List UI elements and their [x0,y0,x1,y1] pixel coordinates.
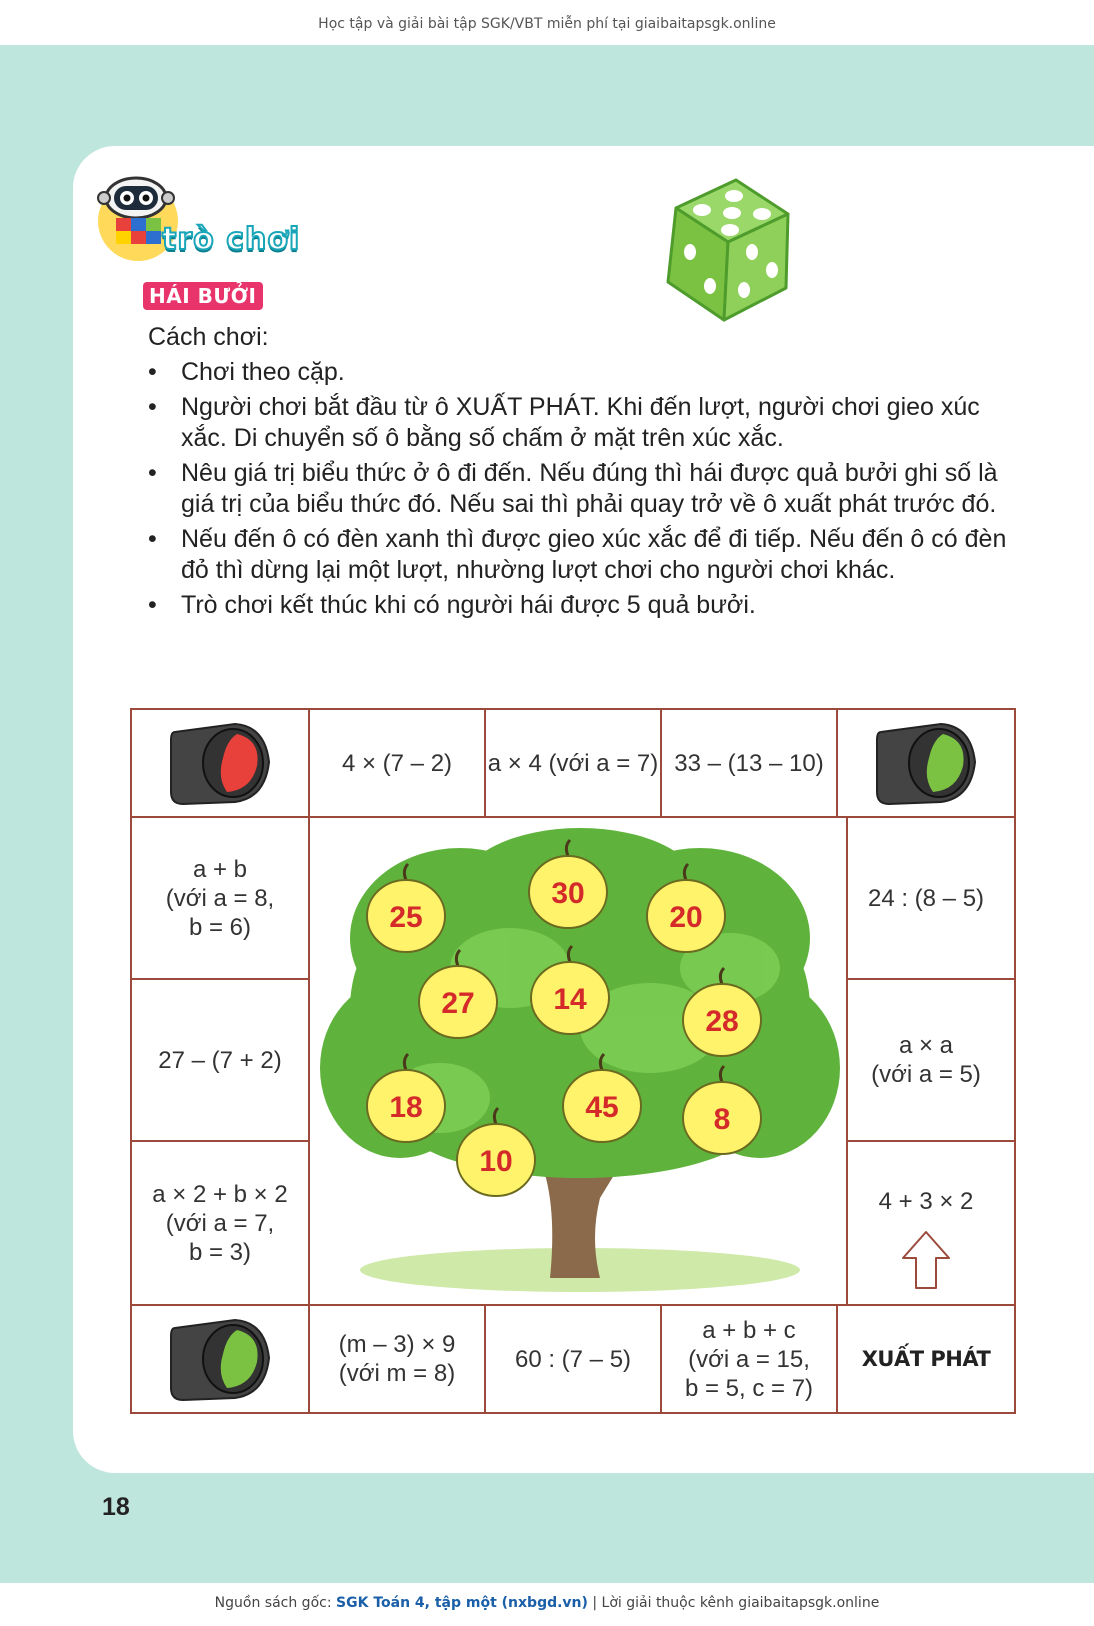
pomelo-number: 20 [669,901,703,934]
red-light-cell [130,708,310,818]
pomelo-number: 28 [705,1005,739,1038]
game-board [130,708,1026,1414]
board-cell-right-3 [836,1140,1016,1306]
expression-line: (với a = 5) [871,1061,981,1088]
pomelo-number: 10 [479,1145,513,1178]
expression-text: 24 : (8 – 5) [867,884,985,912]
tree-area [308,816,848,1306]
green-traffic-light-icon [165,1314,275,1404]
board-cell-top-2 [484,708,662,818]
footer-prefix: Nguồn sách gốc: [214,1595,337,1611]
top-banner-text: Học tập và giải bài tập SGK/VBT miễn phí tại giaibaitapsgk.online [318,16,776,32]
board-cell-top-1 [308,708,486,818]
rule-item: • Chơi theo cặp. [148,357,1008,388]
board-cell-right-2 [836,978,1016,1142]
expression-line: (m – 3) × 9 [338,1331,456,1358]
section-title: trò chơi [162,222,301,257]
expression-line: b = 3) [188,1238,252,1266]
expression-line: b = 5, c = 7) [684,1374,814,1402]
expression-line: a × 2 + b × 2 [152,1180,288,1208]
rule-item: • Nếu đến ô có đèn xanh thì được gieo xúc xắc để đi tiếp. Nếu đến ô có đèn đỏ thì dừng lại một lượt, nhường lượt chơi cho người chơi khác. [148,524,1008,586]
pomelo-number: 45 [585,1091,619,1124]
board-cell-left-1 [130,816,310,980]
footer-source-link[interactable]: SGK Toán 4, tập một (nxbgd.vn) [336,1595,588,1611]
expression-line: (với a = 7, [165,1209,275,1237]
pomelo-number: 27 [441,987,475,1020]
board-cell-left-3 [130,1140,310,1306]
green-light-cell-top [836,708,1016,818]
start-cell [836,1304,1016,1414]
expression-line: (với a = 8, [165,884,275,912]
rules-section [148,322,1008,625]
board-cell-right-1 [836,816,1016,980]
page-number: 18 [102,1493,130,1521]
expression-line: a + b + c [702,1316,796,1344]
pomelo-number: 8 [713,1103,731,1136]
expression-text: 4 + 3 × 2 [878,1187,974,1215]
expression-text: 27 – (7 + 2) [158,1046,282,1074]
board-cell-top-3 [660,708,838,818]
rule-item: • Nêu giá trị biểu thức ở ô đi đến. Nếu đúng thì hái được quả bưởi ghi số là giá trị của biểu thức đó. Nếu sai thì phải quay trở về ô xuất phát trước đó. [148,458,1008,520]
expression-line: b = 6) [188,913,252,941]
expression-line: (với a = 15, [688,1345,810,1373]
board-cell-bottom-1 [308,1304,486,1414]
expression-line: a × a [898,1032,954,1059]
rules-list [148,357,1008,621]
green-traffic-light-icon [871,718,981,808]
top-banner [0,0,1094,45]
start-label: XUẤT PHÁT [861,1347,991,1371]
expression-text: 4 × (7 – 2) [341,749,453,777]
footer-suffix: | Lời giải thuộc kênh giaibaitapsgk.online [587,1595,880,1611]
game-name-badge: HÁI BƯỞI [143,282,263,310]
board-cell-bottom-3 [660,1304,838,1414]
pomelo-number: 30 [551,877,585,910]
rule-item: • Trò chơi kết thúc khi có người hái được 5 quả bưởi. [148,590,1008,621]
board-cell-left-2 [130,978,310,1142]
expression-line: (với m = 8) [338,1360,456,1387]
rule-item: • Người chơi bắt đầu từ ô XUẤT PHÁT. Khi đến lượt, người chơi gieo xúc xắc. Di chuyển số ô bằng số chấm ở mặt trên xúc xắc. [148,392,1008,454]
arrow-up-icon [901,1230,951,1290]
rules-heading: Cách chơi: [148,323,269,351]
expression-text: 33 – (13 – 10) [674,749,824,777]
pomelo-number: 25 [389,901,423,934]
board-cell-bottom-2 [484,1304,662,1414]
footer [0,1583,1094,1626]
pomelo-tree-icon [310,818,846,1304]
expression-line: a + b [192,855,248,883]
red-traffic-light-icon [165,718,275,808]
dice-icon [648,170,798,330]
pomelo-number: 18 [389,1091,423,1124]
expression-text: 60 : (7 – 5) [514,1345,632,1373]
pomelo-number: 14 [553,983,587,1016]
expression-text: a × 4 (với a = 7) [487,749,659,777]
green-light-cell-bottom [130,1304,310,1414]
